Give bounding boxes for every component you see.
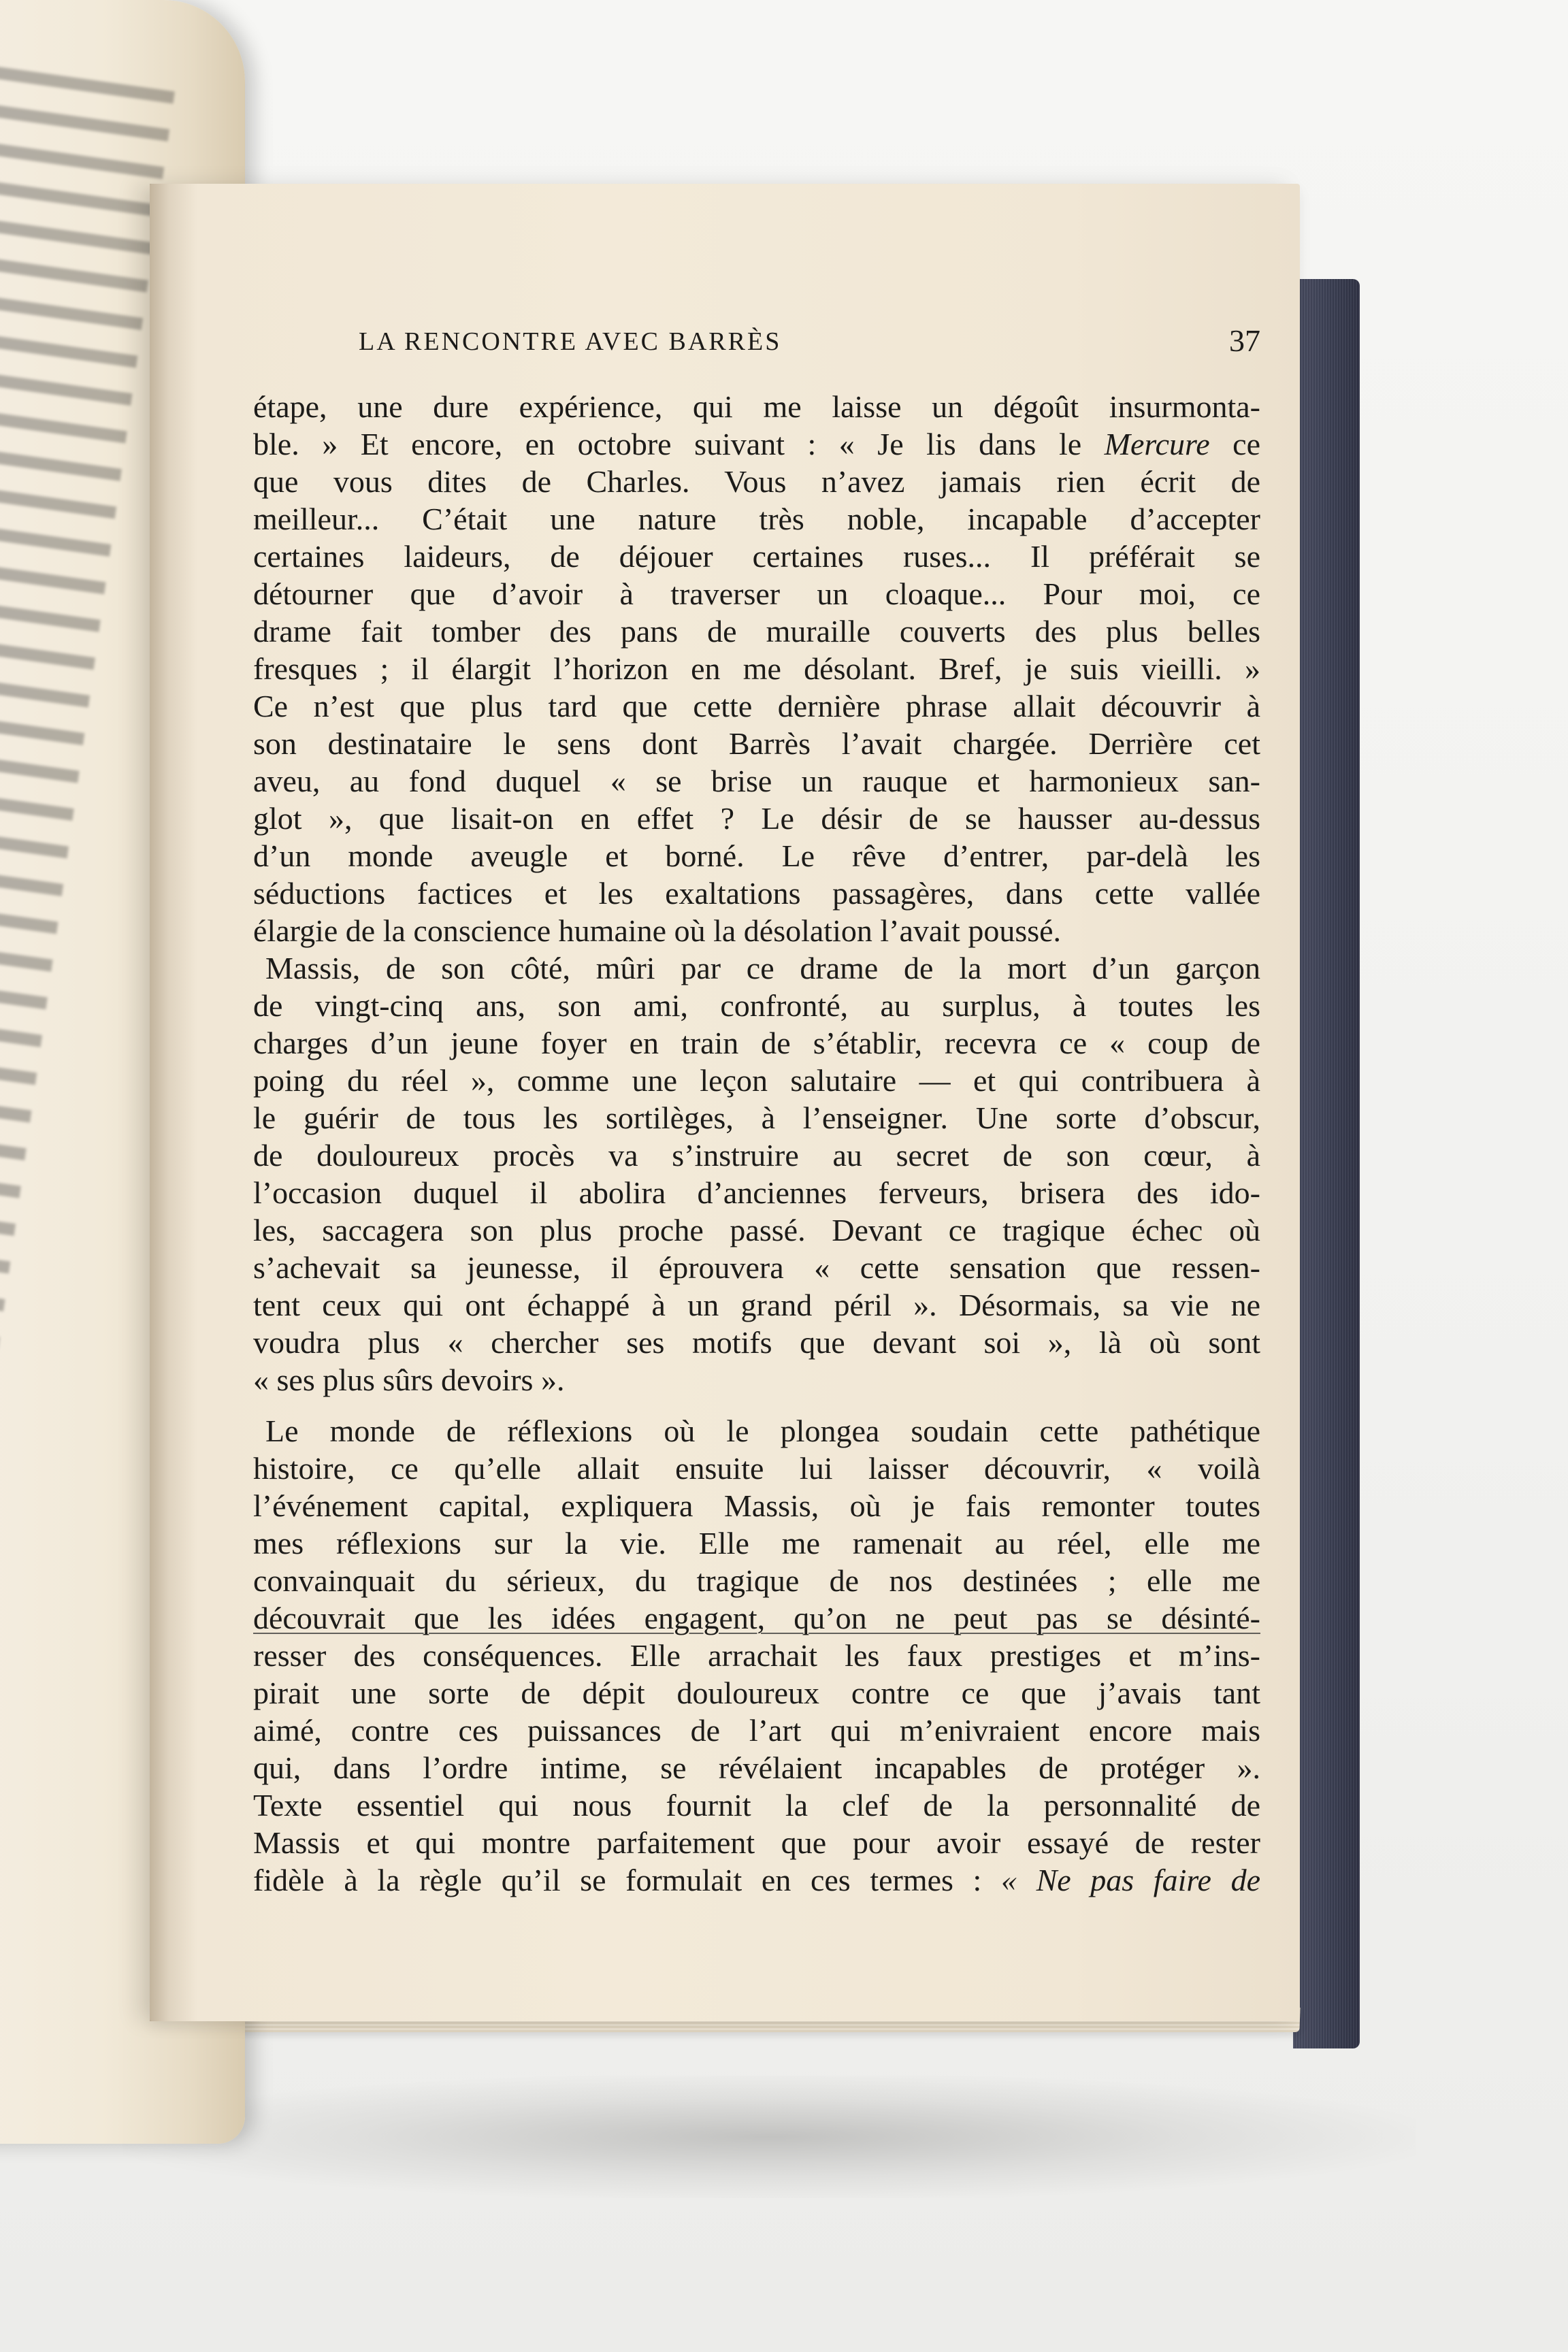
book-cover-edge — [1293, 279, 1360, 2048]
text-line: les, saccagera son plus proche passé. Devant ce tragique échec où — [253, 1213, 1260, 1247]
text-line: fresques ; il élargit l’horizon en me désolant. Bref, je suis vieilli. » — [253, 651, 1260, 686]
text-line: ble. » Et encore, en octobre suivant : « Je lis dans le Mercure ce — [253, 427, 1260, 461]
body-text — [253, 388, 1260, 1899]
text-line: tent ceux qui ont échappé à un grand péril ». Désormais, sa vie ne — [253, 1288, 1260, 1322]
text-line: de douloureux procès va s’instruire au secret de son cœur, à — [253, 1138, 1260, 1173]
text-line: Massis, de son côté, mûri par ce drame de la mort d’un garçon — [265, 951, 1260, 985]
text-line: voudra plus « chercher ses motifs que devant soi », là où sont — [253, 1325, 1260, 1360]
text-line: Massis et qui montre parfaitement que pour avoir essayé de rester — [253, 1825, 1260, 1860]
running-head — [253, 323, 1260, 368]
italic-text: « Ne pas faire de — [1000, 1863, 1261, 1897]
text-line: mes réflexions sur la vie. Elle me ramenait au réel, elle me — [253, 1526, 1260, 1561]
text-line: qui, dans l’ordre intime, se révélaient incapables de protéger ». — [253, 1750, 1260, 1785]
right-page — [150, 184, 1300, 2021]
text-line: l’événement capital, expliquera Massis, où je fais remonter toutes — [253, 1488, 1260, 1523]
text-line: meilleur... C’était une nature très noble, incapable d’accepter — [253, 502, 1260, 536]
text-line: s’achevait sa jeunesse, il éprouvera « cette sensation que ressen- — [253, 1250, 1260, 1285]
text-line: drame fait tomber des pans de muraille couverts des plus belles — [253, 614, 1260, 649]
text-line: certaines laideurs, de déjouer certaines ruses... Il préférait se — [253, 539, 1260, 574]
text-line: l’occasion duquel il abolira d’anciennes ferveurs, brisera des ido- — [253, 1175, 1260, 1210]
text-line: glot », que lisait-on en effet ? Le désir de se hausser au-dessus — [253, 801, 1260, 836]
text-line: d’un monde aveugle et borné. Le rêve d’entrer, par-delà les — [253, 838, 1260, 873]
text-line: étape, une dure expérience, qui me laisse un dégoût insurmonta- — [253, 389, 1260, 424]
text-line: aimé, contre ces puissances de l’art qui m’enivraient encore mais — [253, 1713, 1260, 1748]
text-line: fidèle à la règle qu’il se formulait en ces termes : « Ne pas faire de — [253, 1863, 1261, 1897]
text-line: Ce n’est que plus tard que cette dernière phrase allait découvrir à — [253, 689, 1260, 723]
text-line: que vous dites de Charles. Vous n’avez jamais rien écrit de — [253, 464, 1260, 499]
gutter-shadow — [150, 184, 197, 2021]
page-number: 37 — [1229, 323, 1260, 358]
text-line: Texte essentiel qui nous fournit la clef de la personnalité de — [253, 1788, 1260, 1823]
text-line: pirait une sorte de dépit douloureux contre ce que j’avais tant — [253, 1676, 1260, 1710]
left-page-text-blur — [0, 61, 175, 1978]
text-line: histoire, ce qu’elle allait ensuite lui laisser découvrir, « voilà — [253, 1451, 1260, 1486]
text-line: Le monde de réflexions où le plongea soudain cette pathétique — [265, 1414, 1260, 1448]
text-line: le guérir de tous les sortilèges, à l’enseigner. Une sorte d’obscur, — [253, 1100, 1260, 1135]
text-line: resser des conséquences. Elle arrachait les faux prestiges et m’ins- — [253, 1638, 1260, 1673]
text-line: élargie de la conscience humaine où la désolation l’avait poussé. — [253, 913, 1062, 948]
text-line: détourner que d’avoir à traverser un cloaque... Pour moi, ce — [253, 576, 1260, 611]
text-line: aveu, au fond duquel « se brise un rauque et harmonieux san- — [253, 764, 1260, 798]
running-title: LA RENCONTRE AVEC BARRÈS — [359, 327, 782, 356]
text-line: son destinataire le sens dont Barrès l’avait chargée. Derrière cet — [253, 726, 1260, 761]
text-line: convainquait du sérieux, du tragique de nos destinées ; elle me — [253, 1563, 1260, 1598]
text-line: séductions factices et les exaltations passagères, dans cette vallée — [253, 876, 1260, 911]
italic-text: Mercure — [1104, 427, 1210, 461]
text-line: poing du réel », comme une leçon salutaire — et qui contribuera à — [253, 1063, 1260, 1098]
text-line: découvrait que les idées engagent, qu’on ne peut pas se désinté- — [253, 1601, 1260, 1635]
cover-texture — [1293, 279, 1360, 2048]
text-line: « ses plus sûrs devoirs ». — [253, 1362, 565, 1397]
book-shadow — [122, 2076, 1416, 2198]
text-line: de vingt-cinq ans, son ami, confronté, au surplus, à toutes les — [253, 988, 1260, 1023]
text-line: charges d’un jeune foyer en train de s’établir, recevra ce « coup de — [253, 1026, 1260, 1060]
page-content — [253, 184, 1260, 2021]
